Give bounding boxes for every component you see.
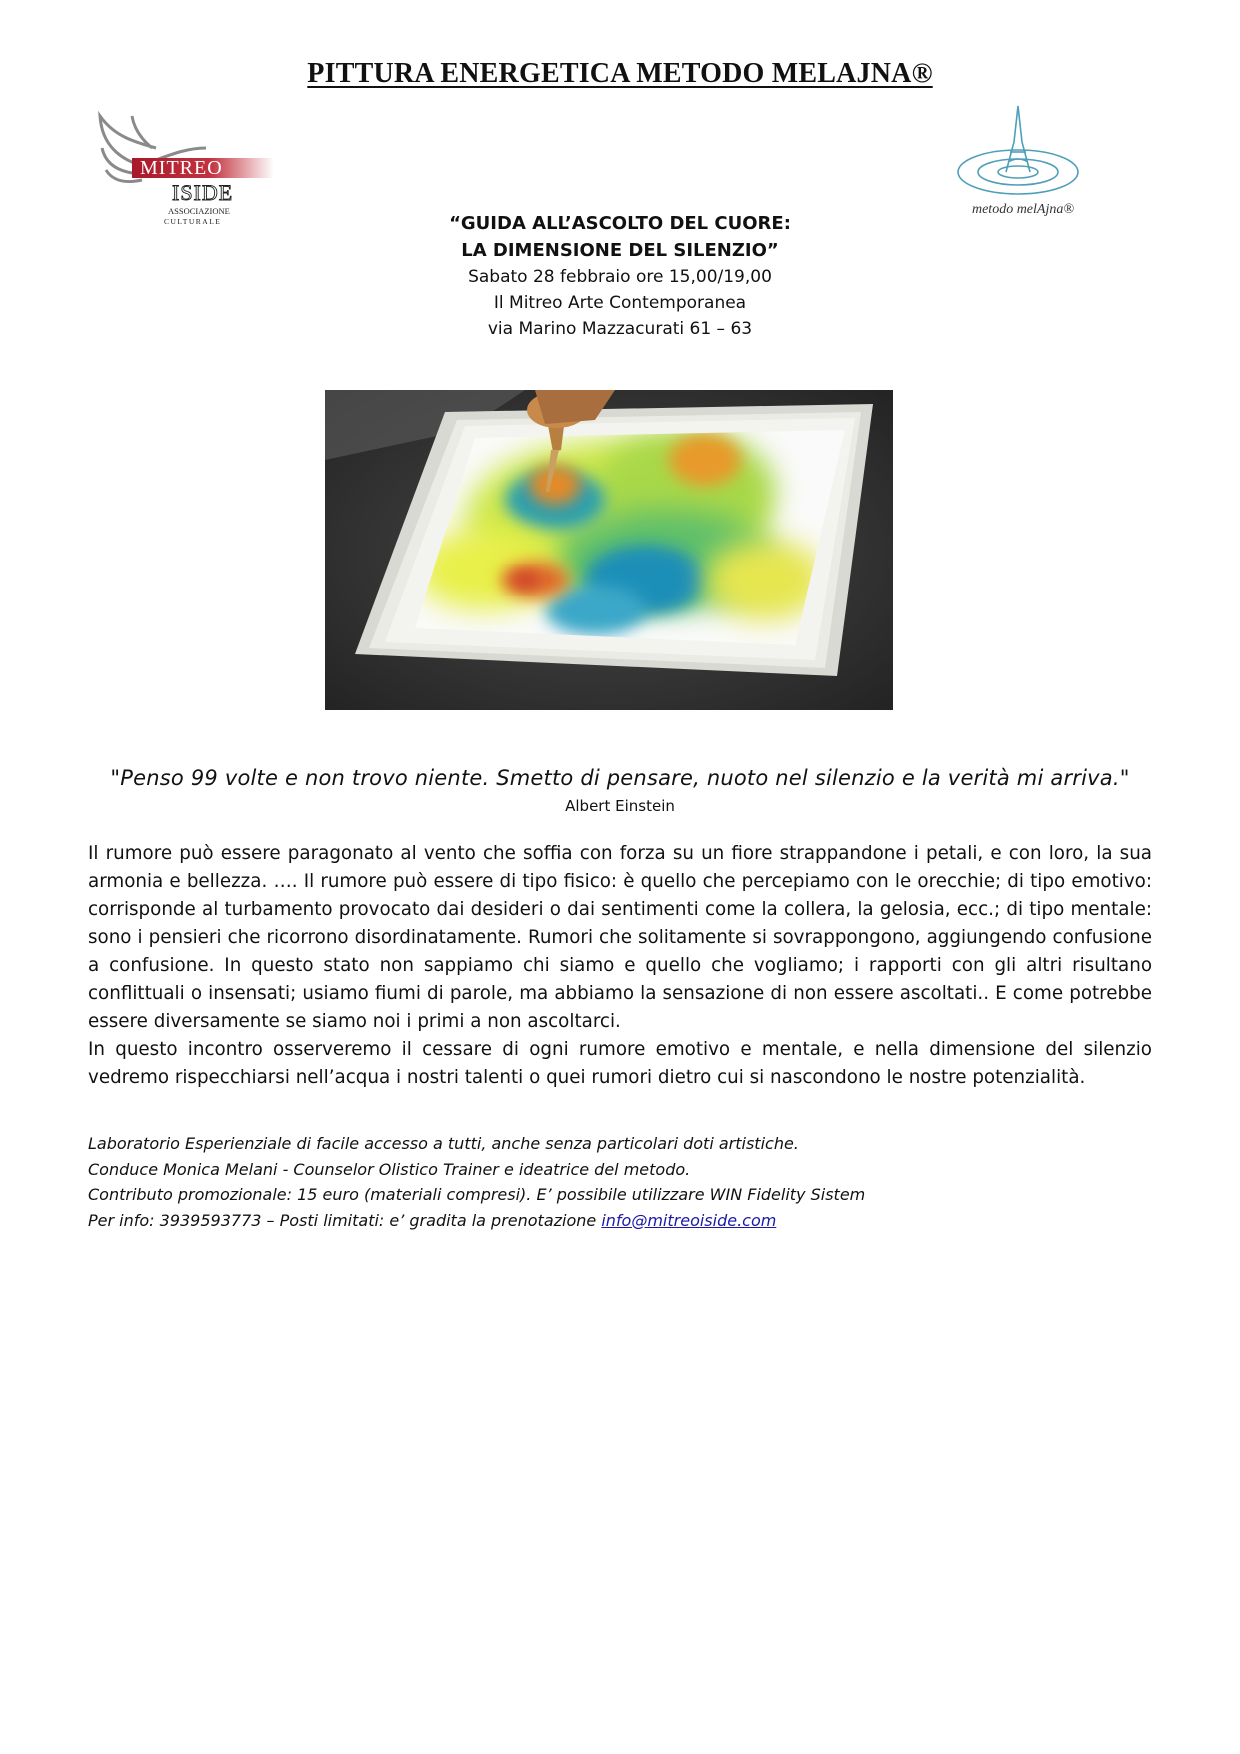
event-heading-line2: LA DIMENSIONE DEL SILENZIO” <box>461 240 779 261</box>
footer-line-2: Conduce Monica Melani - Counselor Olistico Trainer e ideatrice del metodo. <box>88 1159 691 1179</box>
einstein-quote: "Penso 99 volte e non trovo niente. Smetto di pensare, nuoto nel silenzio e la verità mi arriva." <box>110 766 1130 790</box>
document-title: PITTURA ENERGETICA METODO MELAJNA® <box>307 58 933 89</box>
body-paragraph-2: In questo incontro osserveremo il cessare di ogni rumore emotivo e mentale, e nella dimensione del silenzio vedremo rispecchiarsi nell’acqua i nostri talenti o quei rumori dietro cui si nascondono le nostre potenzialità. <box>88 1039 1152 1088</box>
event-address: via Marino Mazzacurati 61 – 63 <box>487 319 753 339</box>
melajna-logo-caption: metodo melAjna® <box>971 202 1074 217</box>
event-date: Sabato 28 febbraio ore 15,00/19,00 <box>468 267 772 287</box>
event-heading-line1: “GUIDA ALL’ASCOLTO DEL CUORE: <box>449 213 791 234</box>
svg-text:ISIDE: ISIDE <box>172 180 234 205</box>
painting-photo <box>325 390 893 710</box>
footer-line-1: Laboratorio Esperienziale di facile accesso a tutti, anche senza particolari doti artistiche. <box>88 1134 799 1153</box>
footer-line-3: Contributo promozionale: 15 euro (materiali compresi). E’ possibile utilizzare WIN Fidelity Sistem <box>88 1185 866 1204</box>
event-venue: Il Mitreo Arte Contemporanea <box>493 293 747 313</box>
body-paragraph-1: Il rumore può essere paragonato al vento che soffia con forza su un fiore strappandone i petali, e con loro, la sua armonia e bellezza. …. Il rumore può essere di tipo fisico: è quello che percepiamo con le orecchie; di tipo emotivo: corrisponde al turbamento provocato dai desideri o dai sentimenti come la collera, la gelosia, ecc.; di tipo mentale: sono i pensieri che ricorrono disordinatamente. Rumori che solitamente si sovrappongono, aggiungendo confusione a confusione. In questo stato non sappiamo chi siamo e quello che vogliamo; i rapporti con gli altri risultano conflittuali o insensati; usiamo fiumi di parole, ma abbiamo la sensazione di non essere ascoltati.. E come potrebbe essere diversamente se siamo noi i primi a non ascoltarci. <box>88 843 1152 1032</box>
event-info <box>0 210 1240 342</box>
email-link[interactable]: info@mitreoiside.com <box>601 1210 777 1230</box>
svg-text:MITREO: MITREO <box>140 157 223 179</box>
svg-text:CULTURALE: CULTURALE <box>164 217 222 226</box>
quote-author: Albert Einstein <box>565 797 675 815</box>
body-text <box>88 840 1152 1092</box>
svg-text:ASSOCIAZIONE: ASSOCIAZIONE <box>168 206 230 216</box>
footer-line-4 <box>88 1208 1152 1234</box>
footer-info <box>88 1131 1152 1233</box>
ripple-eiffel-icon <box>958 106 1078 194</box>
footer-contact-text: Per info: 3939593773 – Posti limitati: e’ gradita la prenotazione <box>88 1210 602 1230</box>
